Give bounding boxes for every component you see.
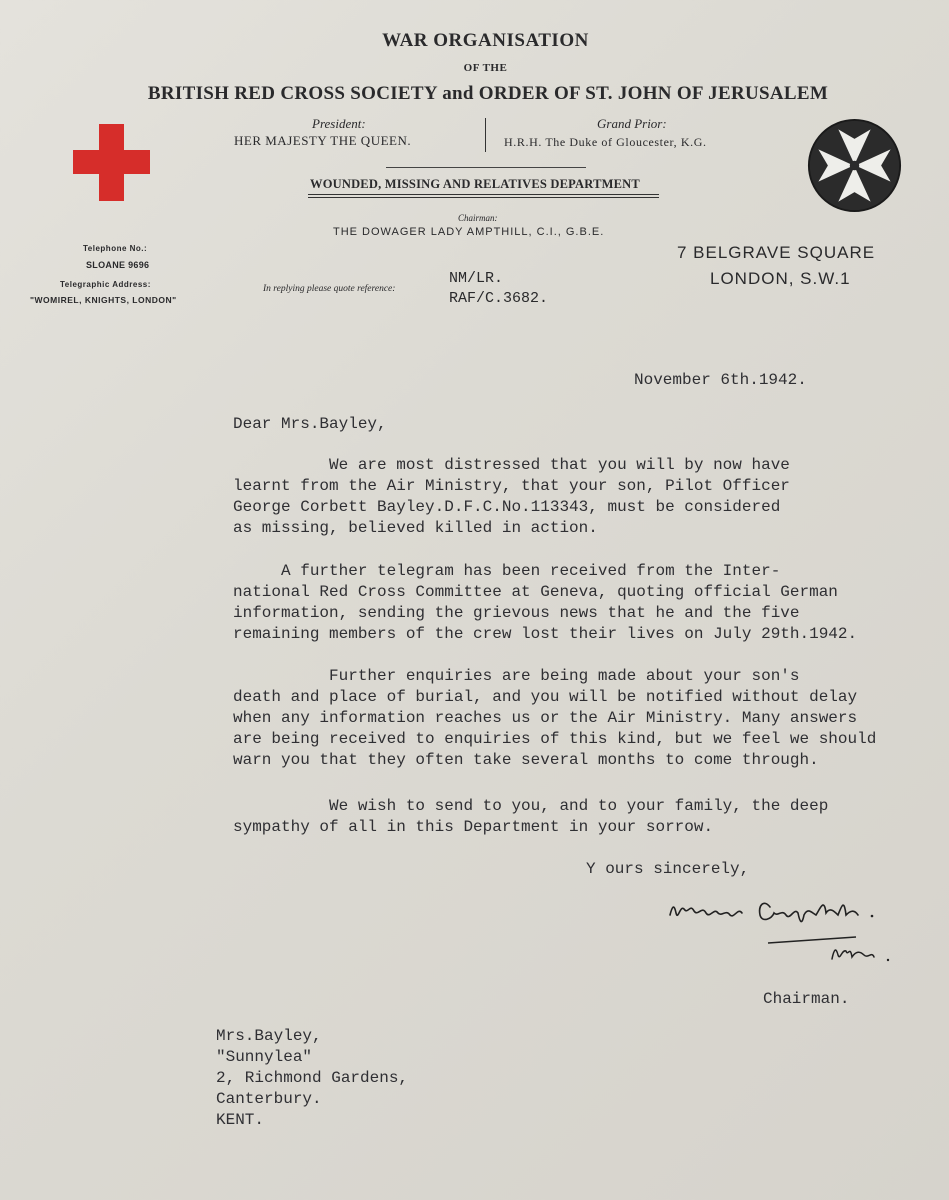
- letter-date: November 6th.1942.: [634, 371, 807, 389]
- department-top-rule: [386, 167, 586, 168]
- letterhead-title: WAR ORGANISATION: [382, 30, 589, 51]
- paragraph-2: A further telegram has been received from the Inter- national Red Cross Committee at Geneva, quoting official German information, sending the grievous news that he and the five remaining members of the crew lost their lives on July 29th.1942.: [233, 562, 858, 643]
- salutation: Dear Mrs.Bayley,: [233, 415, 387, 433]
- president-name: HER MAJESTY THE QUEEN.: [234, 133, 412, 148]
- department-name: WOUNDED, MISSING AND RELATIVES DEPARTMENT: [310, 177, 640, 191]
- reference-label: In replying please quote reference:: [263, 284, 396, 294]
- signatory-title: Chairman.: [763, 990, 850, 1008]
- address-line-2: LONDON, S.W.1: [710, 269, 851, 288]
- grand-prior-label: Grand Prior:: [597, 116, 667, 131]
- letterhead-organisation-name: BRITISH RED CROSS SOCIETY and ORDER OF ST. JOHN OF JERUSALEM: [147, 83, 829, 104]
- letterhead-of-the: OF THE: [463, 62, 508, 74]
- telegraphic-label: Telegraphic Address:: [60, 280, 151, 289]
- telephone-label: Telephone No.:: [83, 244, 148, 253]
- chairman-name: THE DOWAGER LADY AMPTHILL, C.I., G.B.E.: [333, 226, 605, 238]
- red-cross-icon: [73, 124, 150, 201]
- grand-prior-name: H.R.H. The Duke of Gloucester, K.G.: [504, 135, 707, 149]
- address-line-1: 7 BELGRAVE SQUARE: [677, 243, 876, 262]
- paragraph-4: We wish to send to you, and to your family, the deep sympathy of all in this Department in your sorrow.: [233, 797, 829, 836]
- closing: Y ours sincerely,: [586, 860, 750, 878]
- telephone-number: SLOANE 9696: [86, 260, 150, 270]
- reference-line-2: RAF/C.3682.: [449, 290, 549, 307]
- paragraph-1: We are most distressed that you will by now have learnt from the Air Ministry, that your son, Pilot Officer George Corbett Bayley.D.F.C.No.113343, must be considered as missing, believed killed in action.: [233, 456, 790, 537]
- header-divider: [485, 118, 486, 152]
- reference-line-1: NM/LR.: [449, 270, 504, 287]
- department-underline: [308, 194, 659, 198]
- telegraphic-address: "WOMIREL, KNIGHTS, LONDON": [30, 295, 177, 305]
- president-label: President:: [312, 116, 366, 131]
- chairman-label: Chairman:: [458, 213, 498, 223]
- recipient-address: Mrs.Bayley, "Sunnylea" 2, Richmond Gardens, Canterbury. KENT.: [216, 1027, 409, 1129]
- maltese-cross-icon: [807, 118, 902, 213]
- handwritten-signature: [660, 885, 900, 975]
- paragraph-3: Further enquiries are being made about your son's death and place of burial, and you will be notified without delay when any information reaches us or the Air Ministry. Many answers are being received to enquiries of this kind, but we feel we should warn you that they often take several months to come through.: [233, 667, 877, 769]
